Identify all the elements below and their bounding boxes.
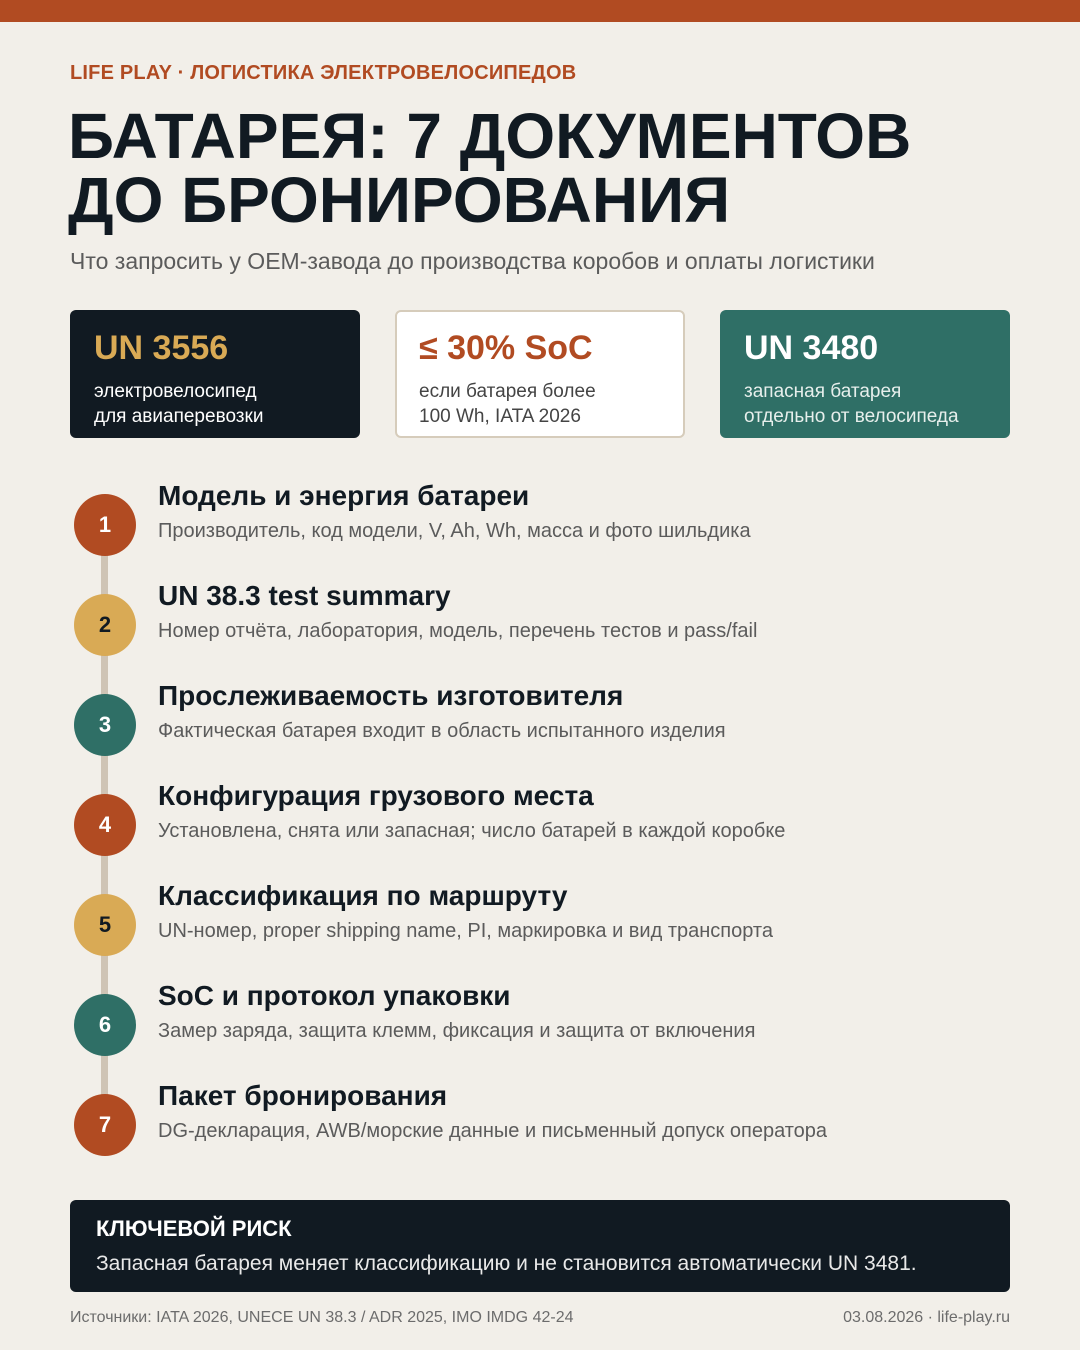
step-title: Конфигурация грузового места [158,780,594,811]
step-number-badge: 3 [74,694,136,756]
step-4 [70,780,1010,884]
page-title-line-1: БАТАРЕЯ: 7 ДОКУМЕНТОВ [68,100,912,172]
step-description: Установлена, снята или запасная; число батарей в каждой коробке [158,820,786,842]
step-title: Прослеживаемость изготовителя [158,680,624,711]
step-title: Пакет бронирования [158,1080,448,1111]
step-number-badge: 5 [74,894,136,956]
step-description: Фактическая батарея входит в область испытанного изделия [158,720,726,742]
step-title: SoC и протокол упаковки [158,980,511,1011]
page-title [68,100,1028,236]
stat-card-un3556 [70,310,360,438]
step-title: Классификация по маршруту [158,880,568,911]
stat-card-text: запасная батарея отдельно от велосипеда [744,381,959,427]
step-6 [70,980,1010,1084]
stat-card-value: UN 3556 [94,329,229,367]
step-number-badge: 7 [74,1094,136,1156]
step-5 [70,880,1010,984]
step-title: Модель и энергия батареи [158,480,530,511]
step-7 [70,1080,1010,1184]
step-title: UN 38.3 test summary [158,580,451,611]
step-number-badge: 4 [74,794,136,856]
top-accent-bar [0,0,1080,22]
page-title-line-2: ДО БРОНИРОВАНИЯ [68,164,731,236]
step-number-badge: 6 [74,994,136,1056]
step-description: UN-номер, proper shipping name, PI, маркировка и вид транспорта [158,920,773,942]
footer-sources: Источники: IATA 2026, UNECE UN 38.3 / ADR 2025, IMO IMDG 42-24 [70,1309,574,1326]
step-description: DG-декларация, AWB/морские данные и письменный допуск оператора [158,1120,828,1142]
step-3 [70,680,1010,784]
step-1 [70,480,1010,584]
step-description: Замер заряда, защита клемм, фиксация и защита от включения [158,1020,756,1042]
footer-meta: 03.08.2026 · life-play.ru [843,1309,1010,1326]
brand-label: LIFE PLAY · ЛОГИСТИКА ЭЛЕКТРОВЕЛОСИПЕДОВ [70,62,577,84]
step-2 [70,580,1010,684]
step-number-badge: 1 [74,494,136,556]
stat-card-text: если батарея более 100 Wh, IATA 2026 [419,381,596,427]
stat-card-soc [395,310,685,438]
stat-card-text: электровелосипед для авиаперевозки [94,381,264,427]
stat-card-un3480 [720,310,1010,438]
step-number-badge: 2 [74,594,136,656]
key-risk-box [70,1200,1010,1292]
page-subtitle: Что запросить у OEM-завода до производства коробов и оплаты логистики [70,248,875,274]
key-risk-text: Запасная батарея меняет классификацию и не становится автоматически UN 3481. [96,1252,917,1275]
step-description: Номер отчёта, лаборатория, модель, перечень тестов и pass/fail [158,620,758,642]
step-description: Производитель, код модели, V, Ah, Wh, масса и фото шильдика [158,520,751,542]
stat-card-value: UN 3480 [744,329,879,367]
stat-card-value: ≤ 30% SoC [419,329,593,367]
key-risk-title: КЛЮЧЕВОЙ РИСК [96,1216,292,1241]
